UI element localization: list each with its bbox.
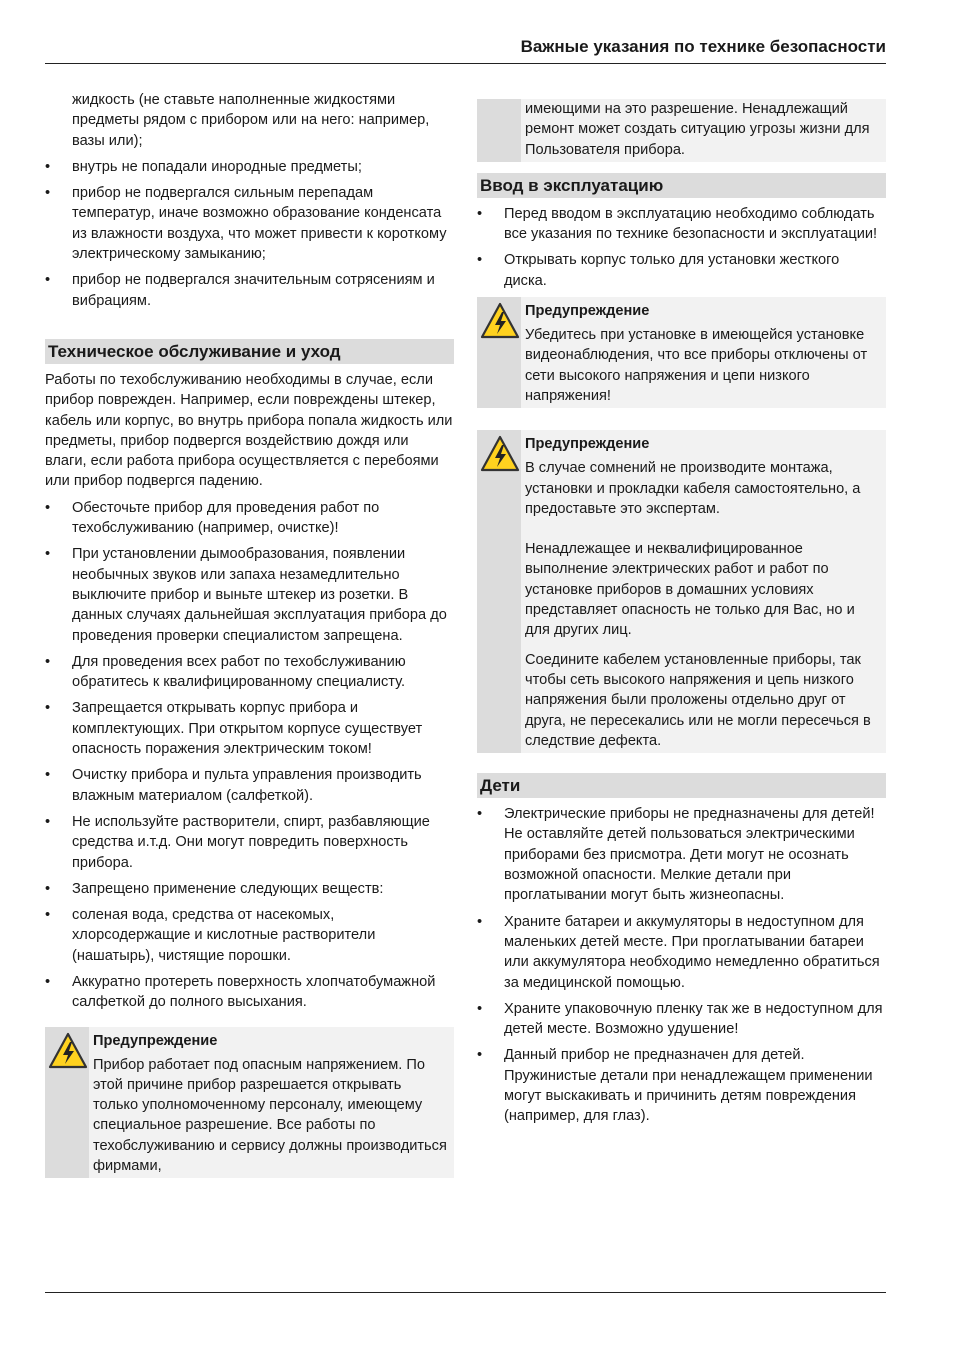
warning-text: Соедините кабелем установленные приборы, так чтобы сеть высокого напряжения и цепь низкого напряжения были проложены отдельно друг от друга, не пересекались или не могли пересечься в следствие дефекта. (525, 651, 871, 749)
list-item: • прибор не подвергался сильным перепадам температур, иначе возможно образование конденсата из влажности воздуха, что может привести к короткому электрическому замыканию; (45, 183, 454, 264)
warning-title: Предупреждение (525, 303, 650, 320)
section-heading-maintenance: Техническое обслуживание и уход (45, 339, 454, 364)
page-title: Важные указания по технике безопасности (520, 37, 886, 56)
maintenance-paragraph: Работы по техобслуживанию необходимы в случае, если прибор поврежден. Например, если повреждены штекер, кабель или корпус, во внутрь прибора попала жидкость или предметы, прибор подвергся воздействию дождя или влаги, если работа прибора осуществляется с перебоями или прибор подвергся падению. (45, 371, 453, 490)
warning-title: Предупреждение (93, 1032, 218, 1049)
list-item: • Запрещается открывать корпус прибора и комплектующих. При открытом корпусе существует опасность поражения электрическим током! (45, 698, 454, 759)
right-column (477, 99, 886, 1133)
list-item: • Перед вводом в эксплуатацию необходимо соблюдать все указания по технике безопасности и эксплуатации! (477, 204, 886, 245)
intro-list (45, 157, 454, 311)
continued-text: жидкость (не ставьте наполненные жидкостями предметы рядом с прибором или на него: например, вазы или); (72, 92, 430, 149)
list-item: • При установлении дымообразования, появлении необычных звуков или запаха незамедлительно выключите прибор и выньте штекер из розетки. В данных случаях дальнейшая эксплуатация прибора до проведения проверки специалистом запрещена. (45, 544, 454, 645)
section-heading-children: Дети (477, 773, 886, 798)
warning-text: имеющими на это разрешение. Ненадлежащий ремонт может создать ситуацию угрозы жизни для Пользователя прибора. (525, 101, 870, 158)
warning-box-continued (477, 99, 886, 162)
list-item: • Обесточьте прибор для проведения работ по техобслуживанию (например, очистке)! (45, 498, 454, 539)
list-item: • Аккуратно протереть поверхность хлопчатобумажной салфеткой до полного высыхания. (45, 972, 454, 1013)
warning-text: Прибор работает под опасным напряжением. По этой причине прибор разрешается открывать только уполномоченному персоналу, имеющему специальное разрешение. Все работы по техобслуживанию и сервису должны производиться фирмами, (93, 1056, 447, 1175)
warning-box-experts (477, 430, 886, 753)
list-item: • Храните батареи и аккумуляторы в недоступном для маленьких детей месте. При проглатывании батареи или аккумулятора необходимо немедленно обратиться за медицинской помощью. (477, 912, 886, 993)
list-item: • прибор не подвергался значительным сотрясениям и вибрациям. (45, 270, 454, 311)
warning-text: Убедитесь при установке в имеющейся установке видеонаблюдения, что все приборы отключены от сети высокого напряжения и цепи низкого напряжения! (525, 327, 868, 404)
footer-rule (45, 1292, 886, 1293)
list-item: • Не используйте растворители, спирт, разбавляющие средства и.т.д. Они могут повредить поверхность прибора. (45, 812, 454, 873)
children-list (477, 804, 886, 1126)
high-voltage-warning-icon (480, 302, 520, 340)
list-item: • Запрещено применение следующих веществ: (45, 879, 454, 899)
commissioning-list (477, 204, 886, 291)
list-item: • Для проведения всех работ по техобслуживанию обратитесь к квалифицированному специалисту. (45, 652, 454, 693)
warning-box-maintenance (45, 1027, 454, 1179)
list-item: • Очистку прибора и пульта управления производить влажным материалом (салфеткой). (45, 765, 454, 806)
warning-text: Ненадлежащее и неквалифицированное выполнение электрических работ и работ по установке приборов в домашних условиях представляет опасность не только для Вас, но и для других лиц. (525, 541, 855, 639)
list-item: • Храните упаковочную пленку так же в недоступном для детей месте. Возможно удушение! (477, 999, 886, 1040)
header-rule (45, 63, 886, 64)
list-item: • внутрь не попадали инородные предметы; (45, 157, 454, 177)
list-item: • соленая вода, средства от насекомых, хлорсодержащие и кислотные растворители (нашатырь), чистящие порошки. (45, 905, 454, 966)
warning-box-installation (477, 297, 886, 408)
list-item: • Открывать корпус только для установки жесткого диска. (477, 250, 886, 291)
list-item: • Электрические приборы не предназначены для детей! Не оставляйте детей пользоваться электрическими приборами без присмотра. Дети могут не осознать возможной опасности. Мелкие детали при проглатывании могут быть жизнеопасны. (477, 804, 886, 905)
maintenance-list (45, 498, 454, 1013)
high-voltage-warning-icon (480, 435, 520, 473)
section-heading-commissioning: Ввод в эксплуатацию (477, 173, 886, 198)
left-column (45, 90, 454, 1178)
high-voltage-warning-icon (48, 1032, 88, 1070)
warning-text: В случае сомнений не производите монтажа, установки и прокладки кабеля самостоятельно, а предоставьте это экспертам. (525, 460, 861, 517)
list-item: • Данный прибор не предназначен для детей. Пружинистые детали при ненадлежащем применении могут выскакивать и причинить детям повреждения (например, для глаз). (477, 1045, 886, 1126)
warning-title: Предупреждение (525, 436, 650, 453)
